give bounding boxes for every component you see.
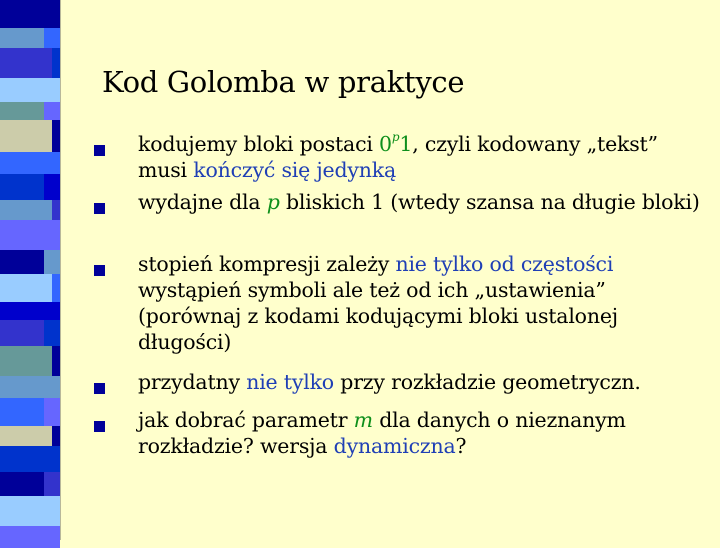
bullet-segment: kończyć się jedynką	[193, 158, 397, 182]
stripe-divider	[60, 0, 61, 540]
stripe-block	[44, 472, 60, 496]
stripe-block	[0, 496, 52, 526]
bullet-text-4	[138, 369, 708, 395]
stripe-block	[52, 496, 60, 526]
stripe-block	[0, 346, 52, 376]
square-bullet-icon	[94, 421, 105, 432]
square-bullet-icon	[94, 145, 105, 156]
stripe-block	[44, 174, 60, 200]
stripe-block	[44, 102, 60, 120]
bullet-segment: dynamiczna	[333, 434, 456, 458]
stripe-block	[0, 472, 44, 496]
stripe-block	[0, 200, 52, 220]
stripe-block	[0, 376, 60, 398]
stripe-block	[0, 48, 52, 78]
stripe-block	[0, 446, 60, 472]
bullet-segment: stopień kompresji zależy	[138, 252, 396, 276]
bullet-segment: 1	[399, 132, 413, 156]
bullet-segment: nie tylko od częstości	[395, 252, 614, 276]
bullet-text-2	[138, 189, 708, 215]
stripe-block	[52, 274, 60, 302]
bullet-segment: przydatny	[138, 370, 247, 394]
stripe-block	[0, 302, 60, 320]
stripe-block	[0, 120, 52, 152]
stripe-block	[0, 78, 60, 102]
slide-title: Kod Golomba w praktyce	[102, 65, 465, 99]
stripe-block	[0, 398, 44, 426]
stripe-block	[0, 250, 44, 274]
stripe-block	[0, 426, 52, 446]
bullet-text-3	[138, 251, 708, 355]
stripe-block	[44, 28, 60, 48]
square-bullet-icon	[94, 383, 105, 394]
bullet-segment: p	[391, 130, 400, 145]
stripe-block	[52, 200, 60, 220]
stripe-block	[0, 0, 60, 28]
stripe-block	[0, 174, 44, 200]
bullet-text-5	[138, 407, 708, 459]
bullet-segment: nie tylko	[246, 370, 334, 394]
bullet-text-1	[138, 131, 708, 183]
bullet-segment: 0	[379, 132, 392, 156]
bullet-segment: przy rozkładzie geometryczn.	[333, 370, 641, 394]
decorative-color-stripe	[0, 0, 60, 540]
stripe-block	[44, 250, 60, 274]
stripe-block	[44, 320, 60, 346]
bullet-segment: bliskich 1 (wtedy szansa na długie bloki)	[279, 190, 700, 214]
bullet-segment: jak dobrać parametr	[138, 408, 354, 432]
stripe-block	[44, 398, 60, 426]
stripe-block	[0, 152, 60, 174]
bullet-segment: wystąpień symboli ale też od ich „ustawienia” (porównaj z kodami kodującymi bloki ustalonej długości)	[138, 278, 618, 354]
stripe-block	[0, 526, 60, 548]
stripe-block	[0, 220, 60, 250]
bullet-segment: wydajne dla	[138, 190, 267, 214]
bullet-segment: dla danych o nieznanym rozkładzie? wersja	[138, 408, 626, 458]
bullet-segment: , czyli kodowany „tekst” musi	[138, 132, 658, 182]
stripe-block	[0, 28, 44, 48]
stripe-block	[52, 120, 60, 152]
bullet-segment: m	[353, 408, 373, 432]
stripe-block	[0, 102, 44, 120]
stripe-block	[0, 320, 44, 346]
stripe-block	[52, 426, 60, 446]
square-bullet-icon	[94, 203, 105, 214]
bullet-segment: ?	[455, 434, 467, 458]
square-bullet-icon	[94, 265, 105, 276]
stripe-block	[52, 48, 60, 78]
stripe-block	[52, 346, 60, 376]
bullet-segment: p	[266, 190, 280, 214]
bullet-segment: kodujemy bloki postaci	[138, 132, 380, 156]
stripe-block	[0, 274, 52, 302]
